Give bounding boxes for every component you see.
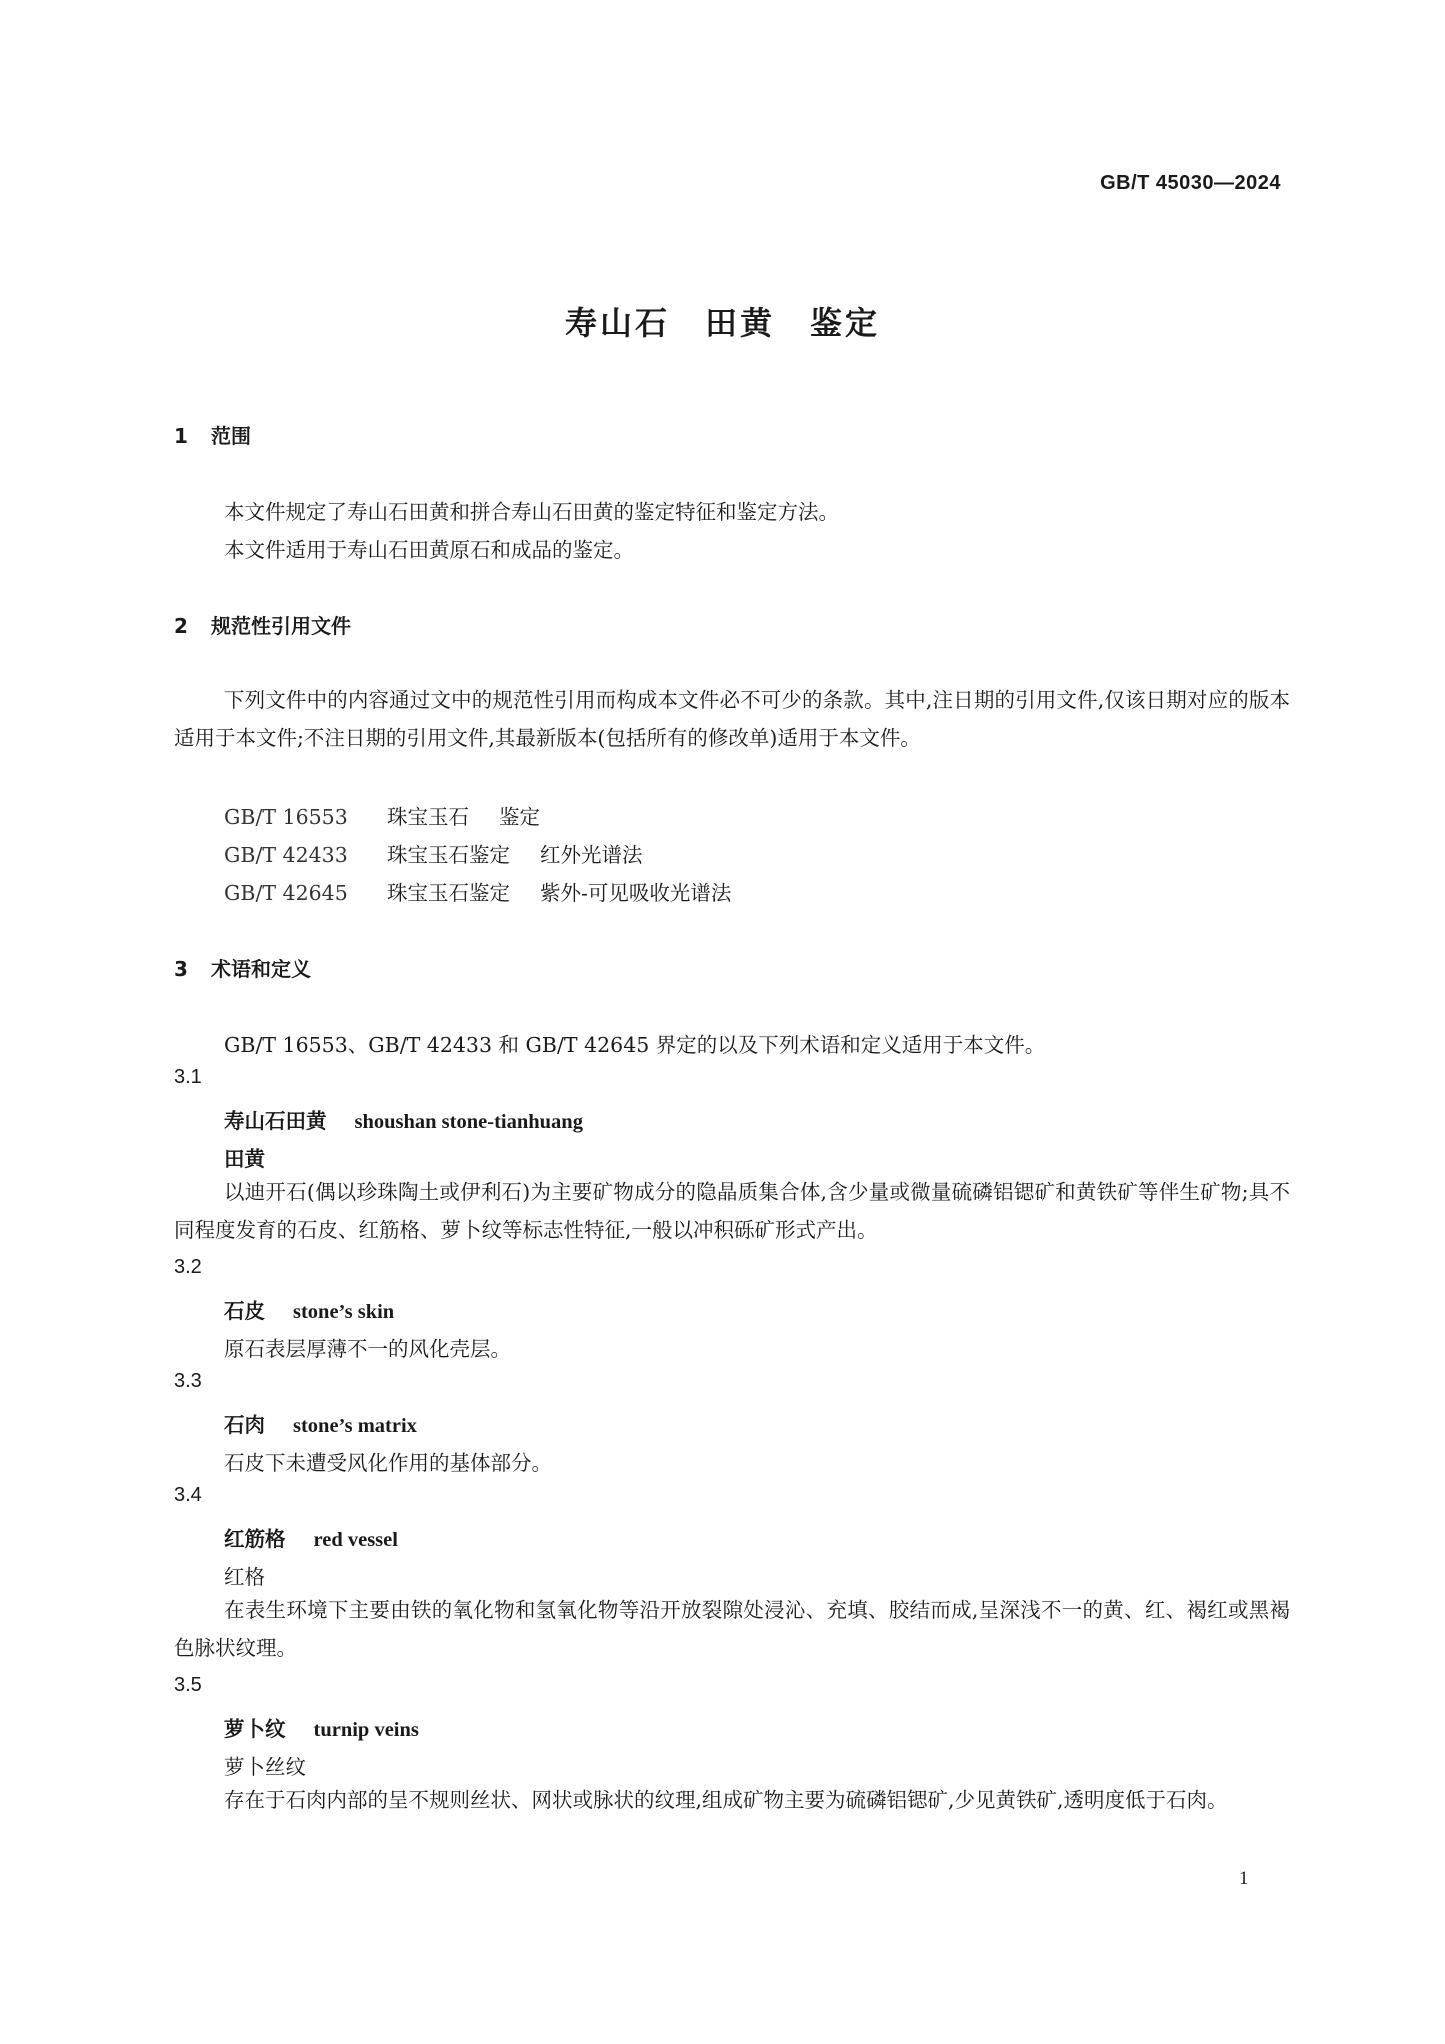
section-number: 3 — [174, 957, 188, 981]
term-zh: 石肉 — [224, 1413, 265, 1437]
reference-title: 珠宝玉石鉴定 — [387, 843, 510, 867]
reference-item — [224, 800, 540, 830]
clause-number: 3.4 — [174, 1484, 202, 1506]
term-en: stone’s skin — [293, 1301, 395, 1323]
page-number: 1 — [1239, 1868, 1249, 1889]
term-heading — [224, 1408, 417, 1438]
section-number: 2 — [174, 614, 188, 638]
terms-intro: GB/T 16553、GB/T 42433 和 GB/T 42645 界定的以及下列术语和定义适用于本文件。 — [224, 1033, 1046, 1057]
term-definition: 以迪开石(偶以珍珠陶土或伊利石)为主要矿物成分的隐晶质集合体,含少量或微量硫磷铝锶矿和黄铁矿等伴生矿物;具不同程度发育的石皮、红筋格、萝卜纹等标志性特征,一般以冲积砾矿形式产出。 — [174, 1180, 1290, 1242]
term-en: turnip veins — [313, 1719, 419, 1741]
term-en: shoushan stone-tianhuang — [354, 1111, 583, 1133]
term-definition: 原石表层厚薄不一的风化壳层。 — [224, 1337, 511, 1361]
term-definition: 在表生环境下主要由铁的氧化物和氢氧化物等沿开放裂隙处浸沁、充填、胶结而成,呈深浅不一的黄、红、褐红或黑褐色脉状纹理。 — [174, 1598, 1290, 1660]
reference-item — [224, 838, 643, 868]
section-heading-2 — [174, 610, 351, 639]
section-heading-1 — [174, 420, 251, 449]
reference-title: 珠宝玉石鉴定 — [387, 881, 510, 905]
term-heading — [224, 1712, 419, 1742]
term-en: stone’s matrix — [293, 1415, 417, 1437]
clause-number: 3.1 — [174, 1066, 202, 1088]
term-alt: 田黄 — [224, 1147, 265, 1171]
section-title: 规范性引用文件 — [211, 614, 351, 638]
reference-subtitle: 红外光谱法 — [540, 843, 643, 867]
term-en: red vessel — [313, 1529, 398, 1551]
section-title: 范围 — [211, 424, 251, 448]
term-heading — [224, 1104, 583, 1134]
term-zh: 红筋格 — [224, 1527, 286, 1551]
reference-code: GB/T 42433 — [224, 843, 348, 867]
term-zh: 萝卜纹 — [224, 1717, 286, 1741]
term-zh: 石皮 — [224, 1299, 265, 1323]
clause-number: 3.5 — [174, 1674, 202, 1696]
reference-item — [224, 876, 731, 906]
term-definition: 存在于石肉内部的呈不规则丝状、网状或脉状的纹理,组成矿物主要为硫磷铝锶矿,少见黄铁矿,透明度低于石肉。 — [224, 1788, 1228, 1812]
term-zh: 寿山石田黄 — [224, 1109, 327, 1133]
standard-number: GB/T 45030—2024 — [1100, 172, 1281, 194]
reference-subtitle: 紫外-可见吸收光谱法 — [540, 881, 732, 905]
reference-subtitle: 鉴定 — [499, 805, 540, 829]
normative-intro: 下列文件中的内容通过文中的规范性引用而构成本文件必不可少的条款。其中,注日期的引用文件,仅该日期对应的版本适用于本文件;不注日期的引用文件,其最新版本(包括所有的修改单)适用于本文件。 — [174, 688, 1290, 750]
clause-number: 3.3 — [174, 1370, 202, 1392]
scope-paragraph-1: 本文件规定了寿山石田黄和拼合寿山石田黄的鉴定特征和鉴定方法。 — [224, 500, 839, 524]
term-alt: 萝卜丝纹 — [224, 1755, 306, 1779]
term-heading — [224, 1294, 394, 1324]
section-number: 1 — [174, 424, 188, 448]
section-heading-3 — [174, 953, 311, 982]
reference-code: GB/T 16553 — [224, 805, 348, 829]
term-alt: 红格 — [224, 1565, 265, 1589]
clause-number: 3.2 — [174, 1256, 202, 1278]
section-title: 术语和定义 — [211, 957, 311, 981]
document-title: 寿山石 田黄 鉴定 — [564, 304, 880, 342]
reference-code: GB/T 42645 — [224, 881, 348, 905]
term-definition: 石皮下未遭受风化作用的基体部分。 — [224, 1451, 552, 1475]
term-heading — [224, 1522, 398, 1552]
scope-paragraph-2: 本文件适用于寿山石田黄原石和成品的鉴定。 — [224, 538, 634, 562]
reference-title: 珠宝玉石 — [387, 805, 469, 829]
